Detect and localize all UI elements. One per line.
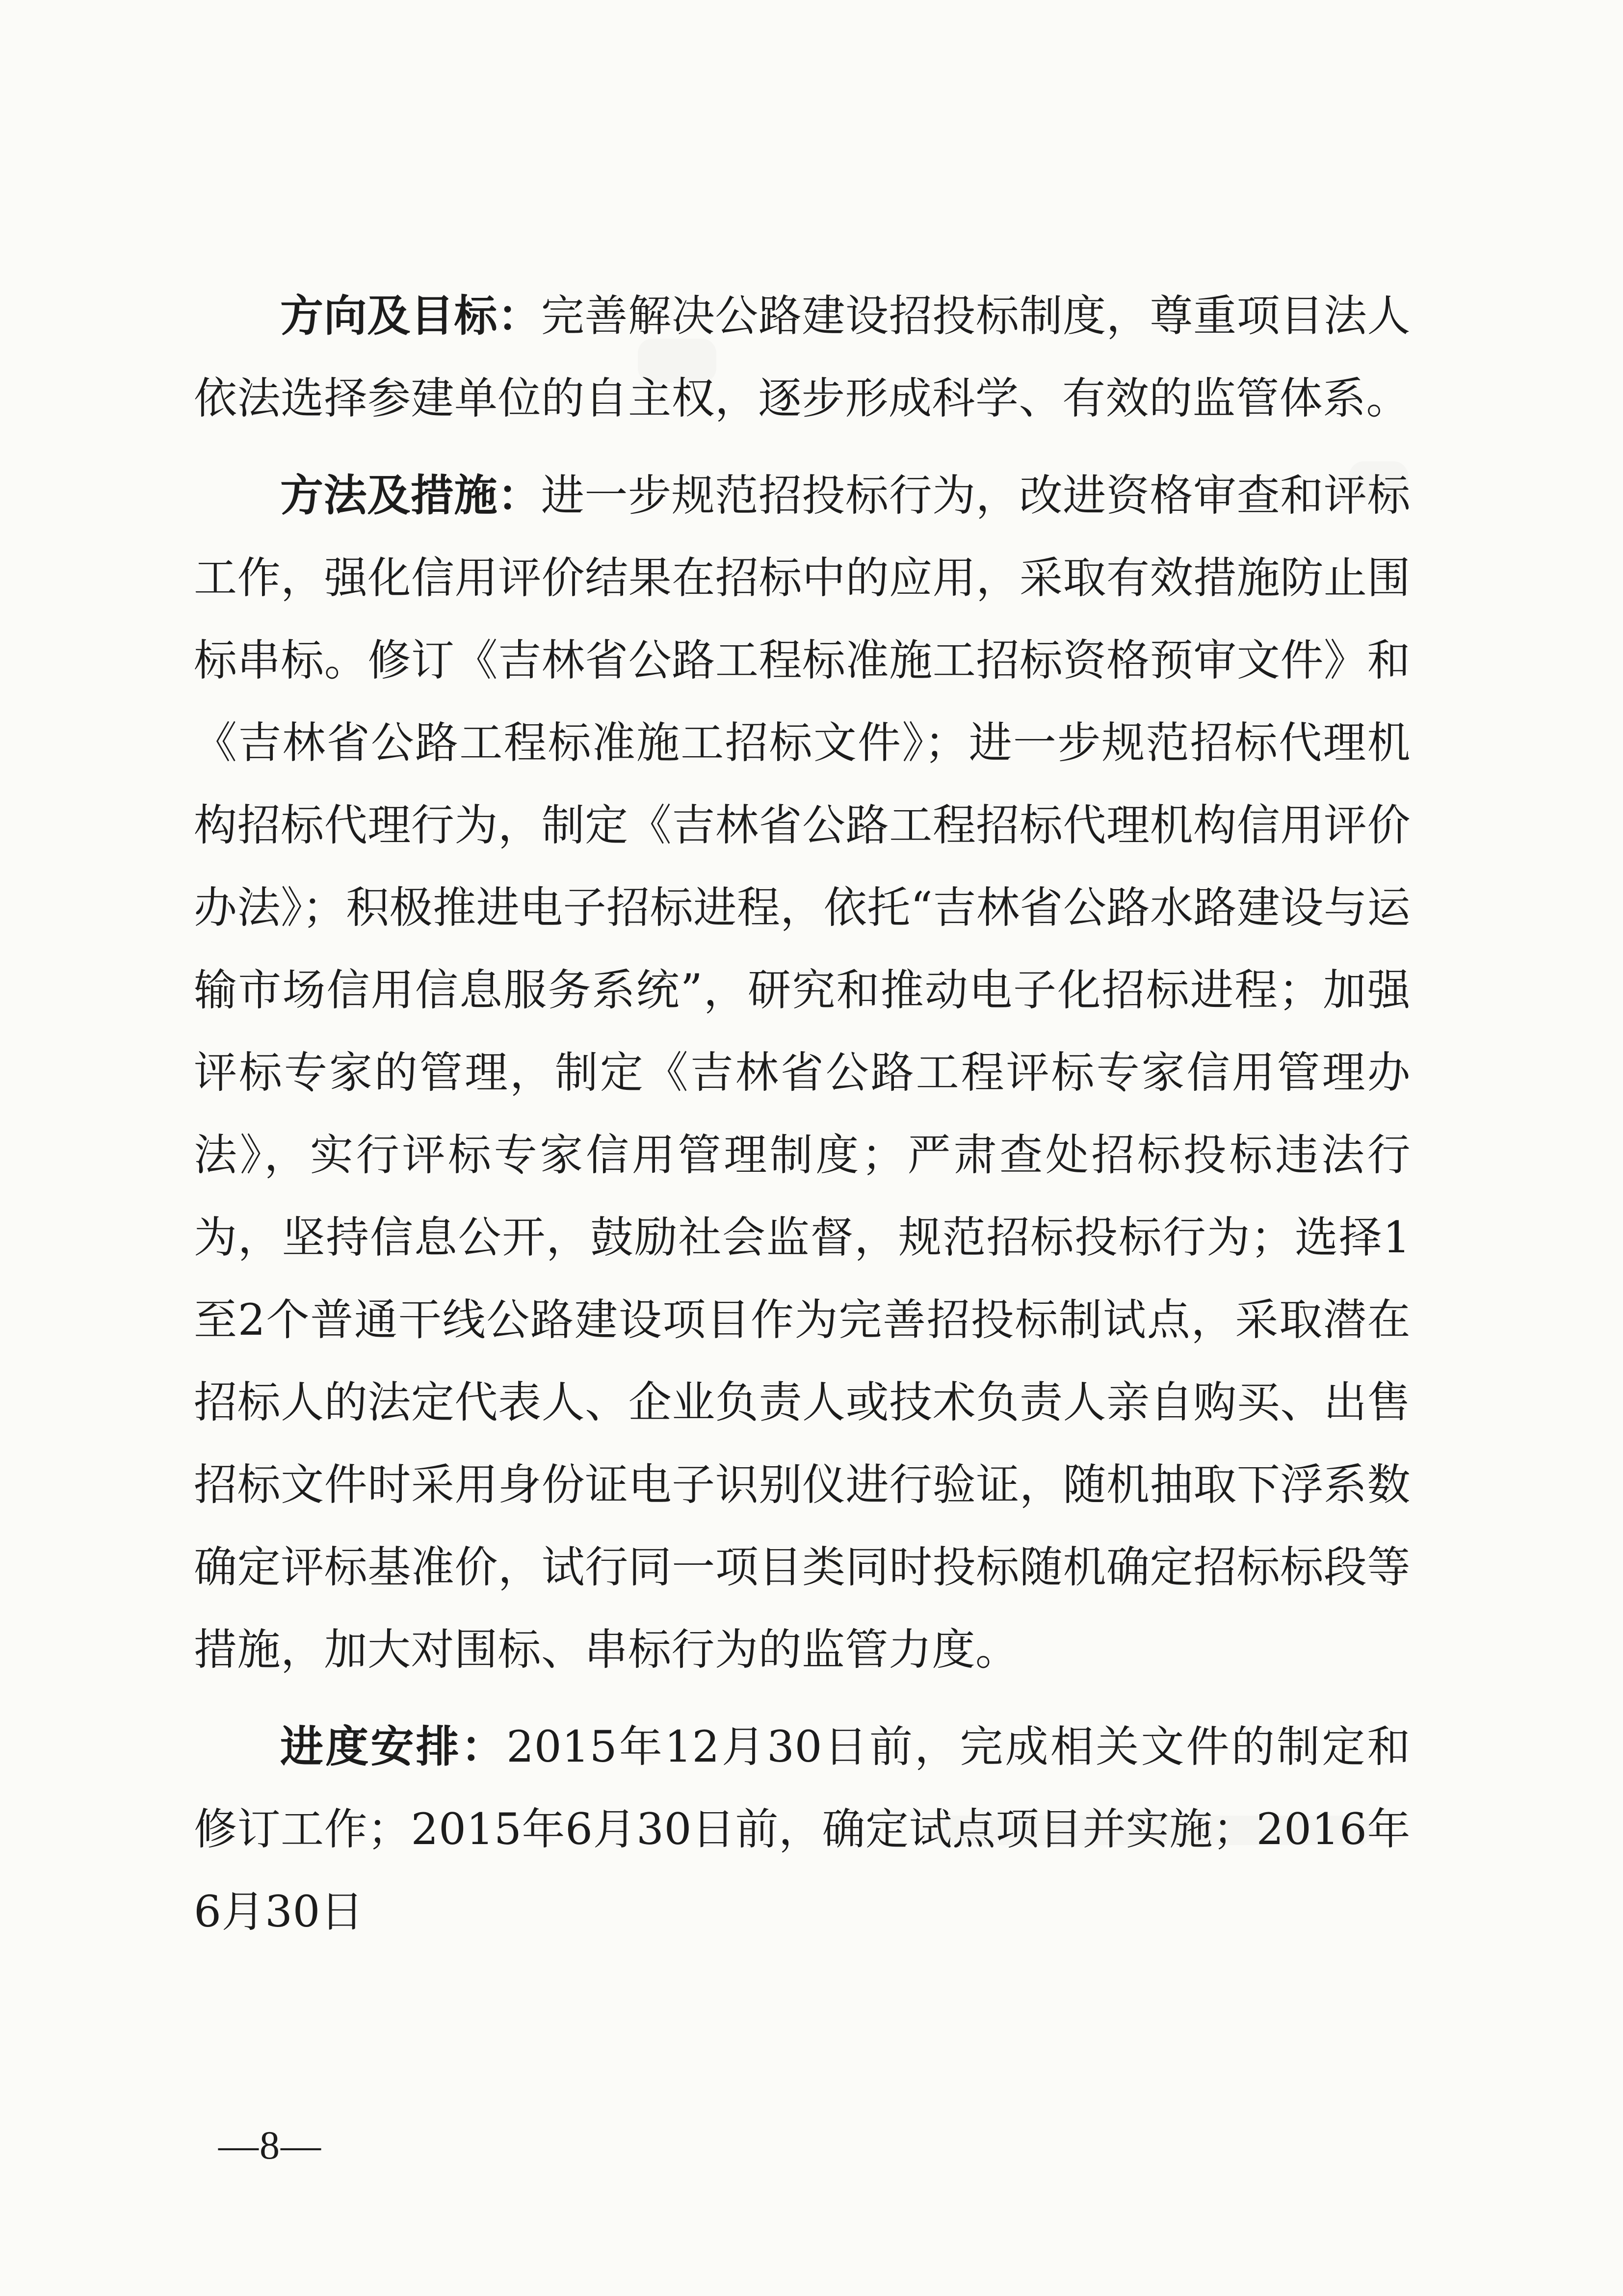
paragraph-measures-lead: 方法及措施： bbox=[280, 470, 541, 521]
paragraph-schedule-lead: 进度安排： bbox=[280, 1721, 507, 1772]
paragraph-goal-lead: 方向及目标： bbox=[280, 290, 541, 341]
paragraph-goal-text: 完善解决公路建设招投标制度，尊重项目法人依法选择参建单位的自主权，逐步形成科学、有效的监管体系。 bbox=[194, 290, 1411, 423]
paragraph-goal bbox=[194, 275, 1411, 440]
paragraph-measures bbox=[194, 454, 1411, 1691]
document-body bbox=[194, 275, 1411, 1953]
page-number: —8— bbox=[218, 2123, 322, 2167]
paragraph-schedule bbox=[194, 1706, 1411, 1953]
paragraph-measures-text: 进一步规范招投标行为，改进资格审查和评标工作，强化信用评价结果在招标中的应用，采取有效措施防止围标串标。修订《吉林省公路工程标准施工招标资格预审文件》和《吉林省公路工程标准施工招标文件》；进一步规范招标代理机构招标代理行为，制定《吉林省公路工程招标代理机构信用评价办法》；积极推进电子招标进程，依托“吉林省公路水路建设与运输市场信用信息服务系统”，研究和推动电子化招标进程；加强评标专家的管理，制定《吉林省公路工程评标专家信用管理办法》，实行评标专家信用管理制度；严肃查处招标投标违法行为，坚持信息公开，鼓励社会监督，规范招标投标行为；选择1至2个普通干线公路建设项目作为完善招投标制试点，采取潜在招标人的法定代表人、企业负责人或技术负责人亲自购买、出售招标文件时采用身份证电子识别仪进行验证，随机抽取下浮系数确定评标基准价，试行同一项目类同时投标随机确定招标标段等措施，加大对围标、串标行为的监管力度。 bbox=[194, 470, 1411, 1675]
paragraph-schedule-text: 2015年12月30日前，完成相关文件的制定和修订工作；2015年6月30日前，确定试点项目并实施；2016年6月30日 bbox=[194, 1721, 1411, 1937]
